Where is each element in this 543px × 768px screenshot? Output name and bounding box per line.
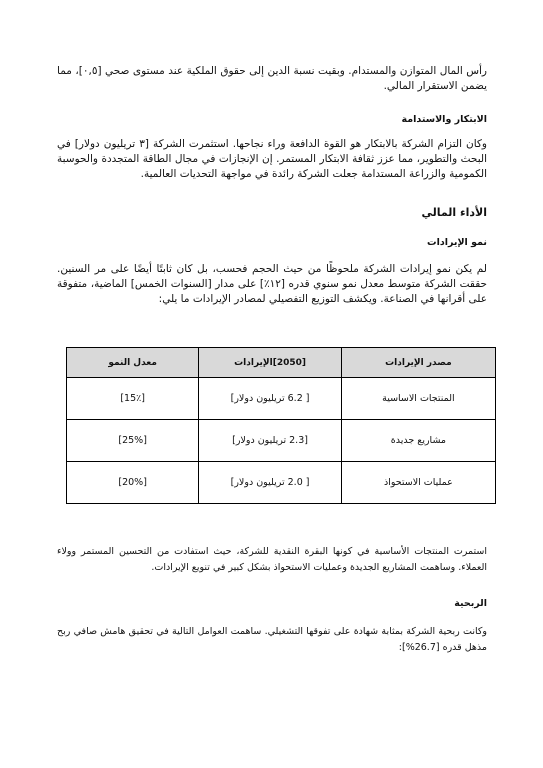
header-growth: معدل النمو xyxy=(67,348,199,378)
innovation-section xyxy=(57,113,487,127)
cell-source: مشاريع جديدة xyxy=(341,420,495,462)
cell-growth: [15٪] xyxy=(67,378,199,420)
revenue-growth-body xyxy=(57,262,487,307)
cell-growth: [20%] xyxy=(67,462,199,504)
intro-paragraph: رأس المال المتوازن والمستدام. وبقيت نسبة الدين إلى حقوق الملكية عند مستوى صحي [٠,٥]، مما يضمن الاستقرار المالي. xyxy=(57,65,488,92)
profitability-paragraph: وكانت ربحية الشركة بمثابة شهادة على تفوقها التشغيلي. ساهمت العوامل التالية في تحقيق هامش صافي ربح مذهل قدره [26.7%]: xyxy=(57,626,487,653)
profitability-section xyxy=(57,597,487,611)
cell-source: عمليات الاستحواذ xyxy=(341,462,495,504)
revenue-growth-paragraph: لم يكن نمو إيرادات الشركة ملحوظًا من حيث الحجم فحسب، بل كان ثابتًا أيضًا على مر السنين. حققت الشركة متوسط معدل نمو سنوي قدره [١٢٪] على مدار [السنوات الخمس] الماضية، متفوقة على أقرانها في الصناعة. ويكشف التوزيع التفصيلي لمصادر الإيرادات ما يلي: xyxy=(57,263,488,305)
revenue-growth-section xyxy=(57,236,487,250)
table-header-row xyxy=(67,348,496,378)
intro-section xyxy=(57,64,487,94)
financial-section xyxy=(57,205,487,221)
innovation-body xyxy=(57,137,487,182)
revenue-table xyxy=(66,347,496,504)
table-row xyxy=(67,420,496,462)
table-row xyxy=(67,462,496,504)
header-revenue: [2050]الإيرادات xyxy=(199,348,342,378)
cell-growth: [25%] xyxy=(67,420,199,462)
cell-revenue: [2.3 تريليون دولار] xyxy=(199,420,342,462)
profitability-heading: الربحية xyxy=(454,598,487,609)
innovation-heading: الابتكار والاستدامة xyxy=(401,114,487,125)
header-source: مصدر الإيرادات xyxy=(341,348,495,378)
cell-source: المنتجات الاساسية xyxy=(341,378,495,420)
after-table-section xyxy=(57,544,487,576)
table-row xyxy=(67,378,496,420)
cell-revenue: [ 6.2 تريليون دولار] xyxy=(199,378,342,420)
profitability-body xyxy=(57,624,487,656)
revenue-growth-heading: نمو الإيرادات xyxy=(427,237,487,248)
innovation-paragraph: وكان التزام الشركة بالابتكار هو القوة الدافعة وراء نجاحها. استثمرت الشركة [٣ تريليون دولار] في البحث والتطوير، مما عزز ثقافة الابتكار المستمر. إن الإنجازات في مجال الطاقة المتجددة والحوسبة الكمومية والزراعة المستدامة جعلت الشركة رائدة في مواجهة التحديات العالمية. xyxy=(57,138,487,180)
cell-revenue: [ 2.0 تريليون دولار] xyxy=(199,462,342,504)
financial-heading: الأداء المالي xyxy=(421,206,487,219)
after-table-paragraph: استمرت المنتجات الأساسية في كونها البقرة النقدية للشركة، حيث استفادت من التحسين المستمر وولاء العملاء. وساهمت المشاريع الجديدة وعمليات الاستحواذ بشكل كبير في تنويع الإيرادات. xyxy=(57,546,487,573)
